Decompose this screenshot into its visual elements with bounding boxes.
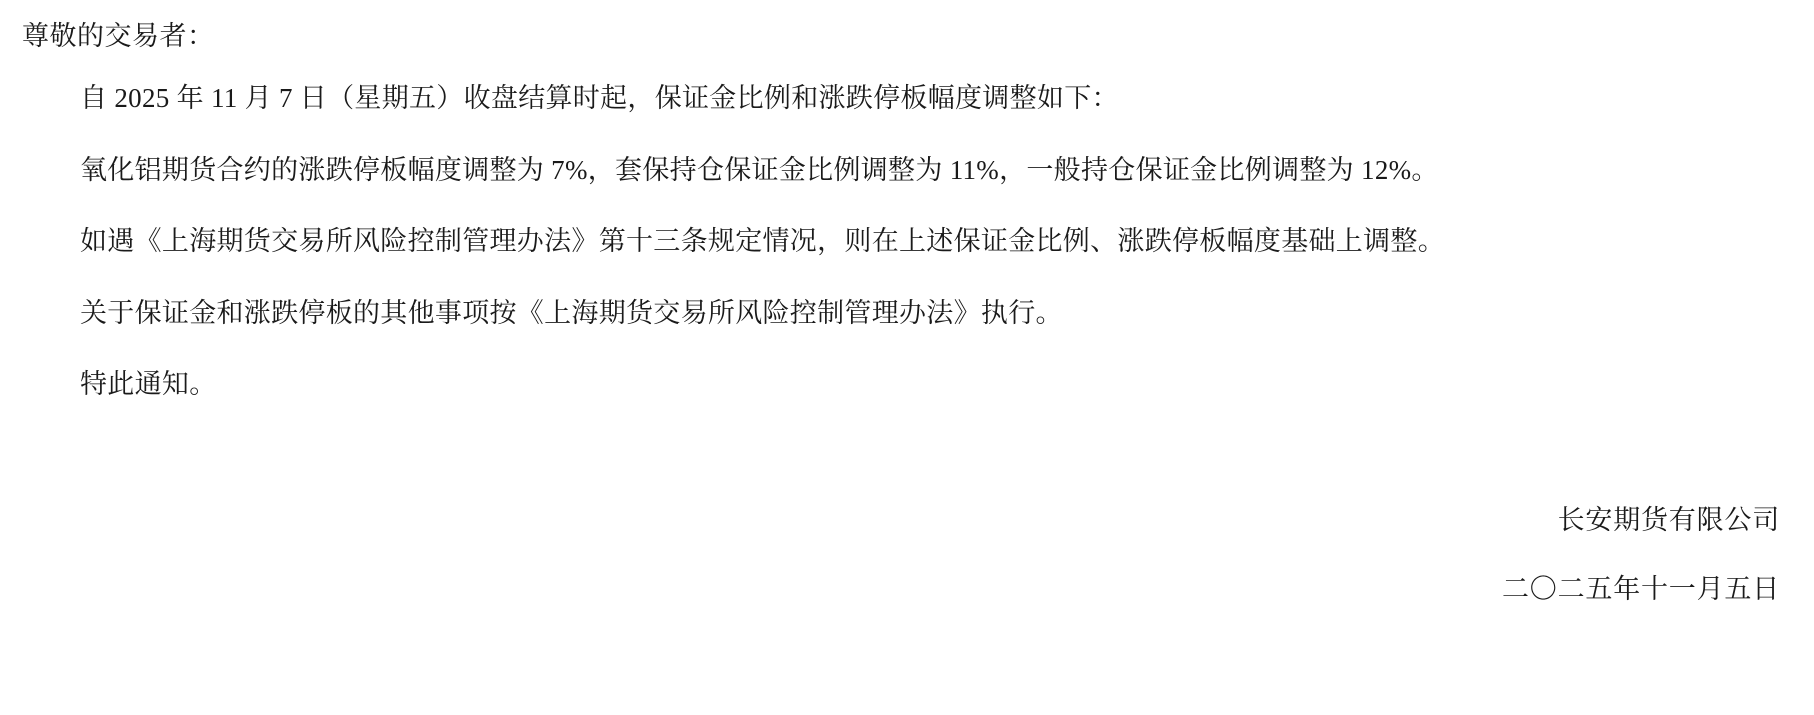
signature-company: 长安期货有限公司 — [1557, 505, 1780, 536]
signature-date: 二〇二五年十一月五日 — [1502, 573, 1780, 604]
paragraph-other-matters: 关于保证金和涨跌停板的其他事项按《上海期货交易所风险控制管理办法》执行。 — [80, 297, 1063, 328]
paragraph-risk-rule-reference: 如遇《上海期货交易所风险控制管理办法》第十三条规定情况，则在上述保证金比例、涨跌停板幅度基础上调整。 — [80, 226, 1445, 257]
paragraph-effective-date: 自 2025 年 11 月 7 日（星期五）收盘结算时起，保证金比例和涨跌停板幅度调整如下： — [80, 83, 1119, 114]
salutation: 尊敬的交易者： — [22, 21, 215, 51]
paragraph-margin-adjustment: 氧化铝期货合约的涨跌停板幅度调整为 7%，套保持仓保证金比例调整为 11%，一般持仓保证金比例调整为 12%。 — [80, 154, 1439, 185]
signature-block — [1502, 502, 1780, 607]
paragraph-notice-closing: 特此通知。 — [80, 369, 217, 400]
